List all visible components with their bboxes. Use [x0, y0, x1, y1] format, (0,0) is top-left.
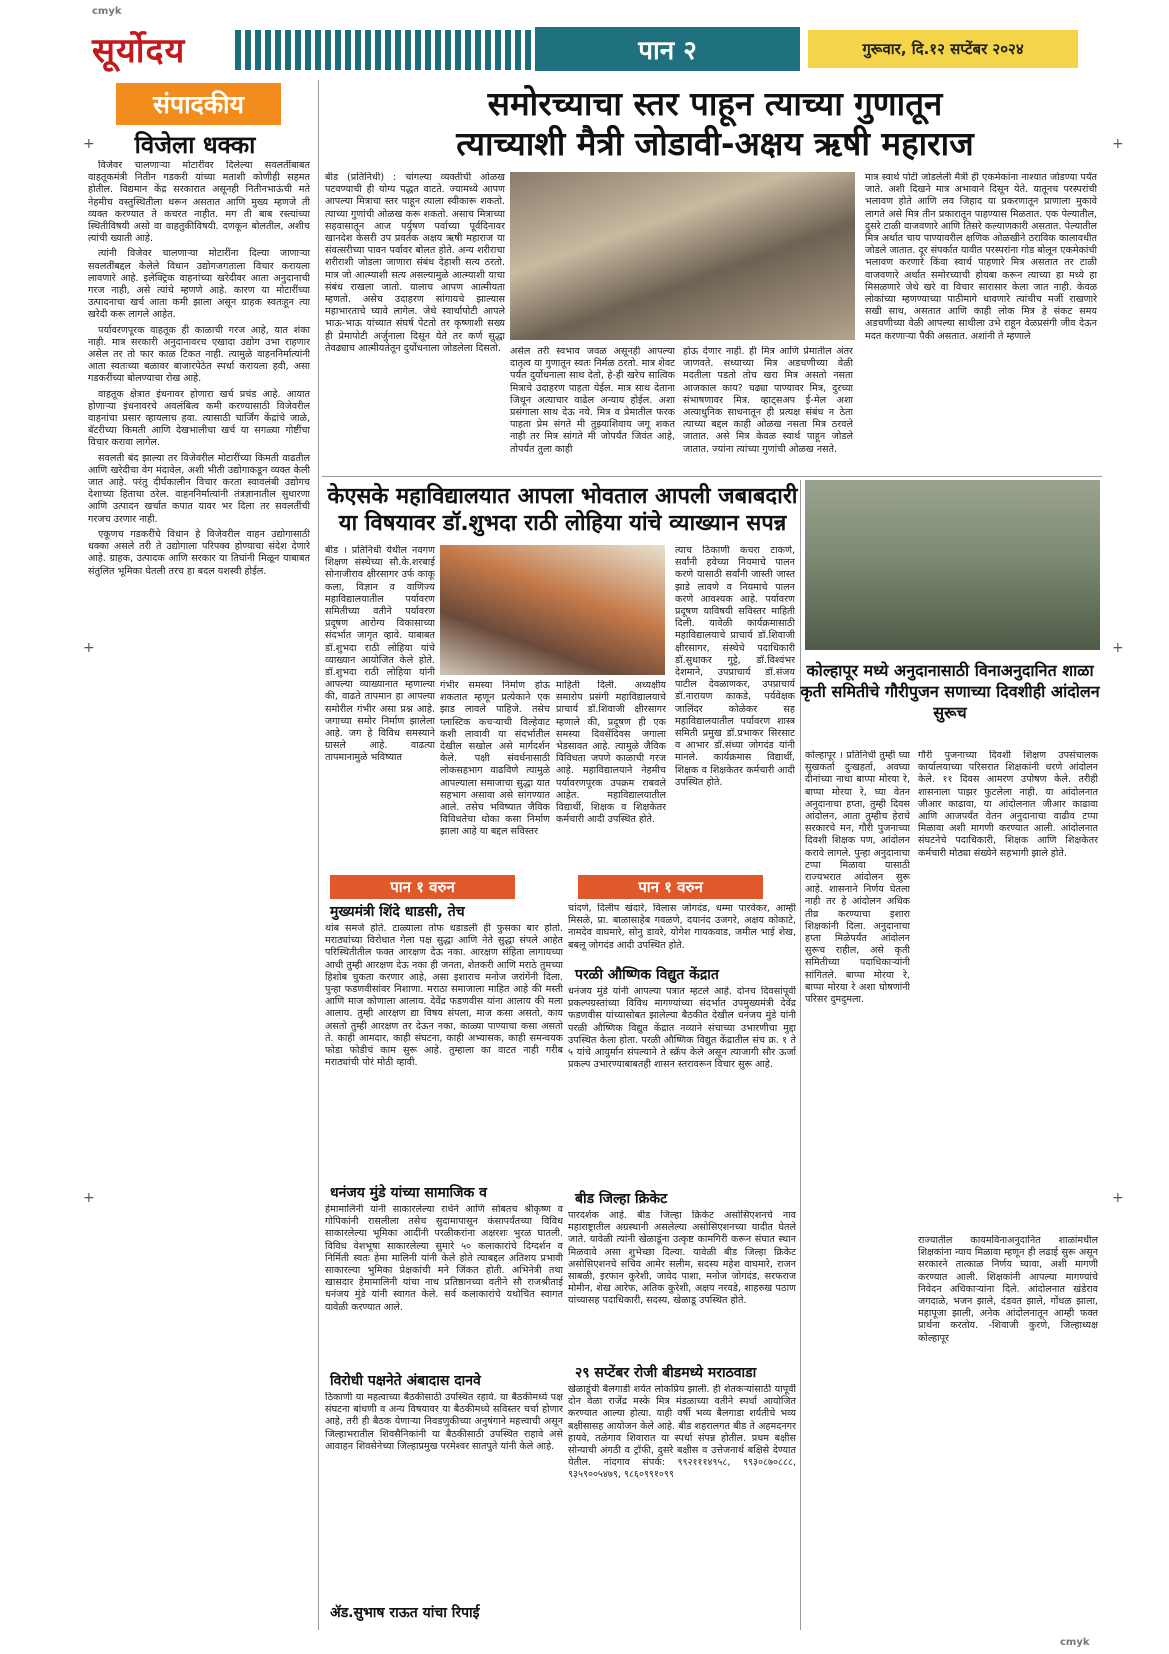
date-band: गुरूवार, दि.१२ सप्टेंबर २०२४ — [808, 30, 1078, 68]
column-divider — [318, 80, 319, 1630]
parli-text: धनंजय मुंडे यांनी आपल्या पत्रात म्हटले आहे. दोनच दिवसांपूर्वी प्रकल्पग्रस्तांच्या विविध मागण्यांच्या संदर्भात उपमुख्यमंत्री देवेंद्र फडणवीस यांच्यासोबत झालेल्या बैठकीत देखील धनंजय मुंडे यांनी परळी औष्णिक विद्युत केंद्रात नव्याने संचाच्या उभारणीचा मुद्दा उपस्थित केला होता. परळी औष्णिक विद्युत केंद्रातील संच क्र. १ ते ५ यांचे आयुर्मान संपल्याने ते स्क्रॅप केले असून त्याजागी सौर ऊर्जा प्रकल्प उभारण्याबाबतही शासन स्तरावरून विचार सुरू आहे. — [568, 986, 796, 1071]
registration-mark-icon: + — [83, 136, 95, 152]
protest-photo — [805, 480, 1100, 650]
munde-headline: धनंजय मुंडे यांच्या सामाजिक व — [330, 1185, 487, 1201]
parli-headline: परळी औष्णिक विद्युत केंद्रात — [575, 967, 719, 983]
lead-col-2: असेल तरी स्वभाव जवळ असूनही आपल्या दातृत्व या गुणातून स्वतः निर्मळ ठरतो. मात्र शेवट पर्यंत दुर्योधनाला साथ देतो, हे-ही खरेच सात्विक मित्राचे उदाहरण पाहता येईल. मात्र साथ देताना जिथून अत्याचार वाढेल अन्याय होईल. अशा प्रसंगाला साथ देऊ नये. मित्र व प्रेमातील फरक पाहता प्रेम संगते मी तुझ्याशिवाय जगू शकत नाही तर मित्र सांगते मी जोपर्यंत जिवंत आहे, तोपर्यंत तुला काही — [510, 346, 675, 455]
registration-mark-icon: + — [1112, 1190, 1124, 1206]
cmyk-mark-bottom: cmyk — [1060, 1637, 1090, 1648]
editorial-paragraph: वाहतूक क्षेत्रात इंधनावर होणारा खर्च प्रचंड आहे. आयात होणाऱ्या इंधनावरचे अवलंबित्व कमी करण्यासाठी विजेवरील वाहनांचा प्रसार व्हायलाच हवा. त्यासाठी चार्जिंग केंद्रांचे जाळे, बॅटरीच्या किमती आणि देखभालीचा खर्च या सगळ्या गोष्टींचा विचार करावा लागेल. — [88, 388, 310, 449]
cmyk-mark-top: cmyk — [92, 6, 122, 17]
continued-band-right: पान १ वरुन — [578, 875, 763, 899]
parli-top-text: चांदणे, दिलीप खंदारे, विलास जोगदंड, धम्मा पारवेकर, आम्ही मिसळे, प्रा. बाळासाहेब गवळणे, दयानंद उजगरे, अक्षय कोकाटे, नामदेव वाघमारे, सोनु डावरे, योगेश गायकवाड, जमील भाई शेख, बबलू जोगदंड आदी उपस्थित होते. — [568, 903, 796, 951]
kssk-headline-line2: या विषयावर डॉ.शुभदा राठी लोहिया यांचे व्याख्यान सपन्न — [338, 511, 787, 536]
continued-band-left: पान १ वरुन — [330, 875, 515, 899]
raut-headline: ॲड.सुभाष राऊत यांचा रिपाई — [330, 1605, 480, 1621]
gauri-col-1: कोल्हापूर । प्रतिनिधी तुम्ही घ्या सुखकर्ता दुःखहर्ता, अवघ्या दीनांच्या नाथा बाप्पा मोरया रे, बाप्पा मोरया रे, घ्या वेतन अनुदानाचा हप्ता, तुम्ही दिवस आंदोलन, आता तुम्हीच हेराचे सरकारचे मन, गौरी पुजनाच्या दिवशी शिक्षक पण, आंदोलन करावे लागले. पुन्हा अनुदानाचा टप्पा मिळावा यासाठी राज्यभरात आंदोलन सुरू आहे. शासनाने निर्णय घेतला नाही तर हे आंदोलन अधिक तीव्र करण्याचा इशारा शिक्षकांनी दिला. अनुदानाचा हप्ता मिळेपर्यंत आंदोलन सुरूच राहील, असे कृती समितीच्या पदाधिकाऱ्यांनी सांगितले. बाप्पा मोरया रे, बाप्पा मोरया रे अशा घोषणांनी परिसर दुमदुमला. — [805, 750, 910, 1006]
editorial-paragraph: विजेवर चालणाऱ्या मोटारींवर दिलेल्या सवलतींबाबत वाहतूकमंत्री नितीन गडकरी यांच्या मताशी कोणीही सहमत होतील. विद्यमान केंद्र सरकारात असूनही नितीनभाऊंची मते नेहमीच वस्तुस्थितीला धरून असतात आणि मुख्य म्हणजे ती व्यक्त करण्यात ते कचरत नाहीत. मग ती बाब रस्त्यांच्या स्थितीविषयी असो वा वाहतुकीविषयी. दणकून बोलतील, अशीच त्यांची ख्याती आहे. — [88, 160, 310, 245]
gathering-photo — [510, 172, 855, 340]
editorial-tag: संपादकीय — [116, 83, 281, 125]
shinde-headline: मुख्यमंत्री शिंदे धाडसी, तेच — [330, 904, 465, 920]
editorial-paragraph: सवलती बंद झाल्या तर विजेवरील मोटारींच्या किमती वाढतील आणि खरेदीचा वेग मंदावेल, अशी भीती उद्योगाकडून व्यक्त केली जात आहे. परंतु दीर्घकालीन विचार करता स्वावलंबी उद्योगच देशाच्या हिताचा ठरेल. वाहननिर्मात्यांनी तंत्रज्ञानातील सुधारणा आणि उत्पादन खर्चात कपात यावर भर दिला तर सवलतींची गरजच उरणार नाही. — [88, 452, 310, 525]
marathwada-headline: २९ सप्टेंबर रोजी बीडमध्ये मराठवाडा — [575, 1365, 757, 1381]
lead-headline-line2: त्याच्याशी मैत्री जोडावी-अक्षय ऋषी महाराज — [456, 124, 974, 163]
editorial-paragraph: त्यांनी विजेवर चालणाऱ्या मोटारींना दिल्या जाणाऱ्या सवलतींबद्दल केलेले विधान उद्योगजगताला विचार करायला लावणारे आहे. इलेक्ट्रिक वाहनांच्या खरेदीवर आता अनुदानाची गरज नाही, असे त्यांचे म्हणणे आहे. कारण या मोटारींच्या उत्पादनाचा खर्च आता कमी झाला असून ग्राहक स्वतःहून त्या खरेदी करू लागले आहेत. — [88, 248, 310, 321]
cricket-headline: बीड जिल्हा क्रिकेट — [575, 1191, 668, 1207]
lead-col-1: बीड (प्रतिनिधी) : चांगल्या व्यक्तीची ओळख पटवण्याची ही योग्य पद्धत वाटते. ज्यामध्ये आपण आपल्या मित्राचा स्तर पाहून त्याला स्वीकारू शकतो. त्याच्या गुणांची ओळख करू शकतो. असाच मित्राच्या सहवासातून आज पर्युषण पर्वाच्या पूर्वदिनावर खानदेश केसरी उप प्रवर्तक अक्षय ऋषी महाराज या संवत्सरीच्या पावन पर्वावर बोलत होते. अन्य शरीराचा शरीराशी जोडला जाणारा संबंध देहाशी सत्य ठरतो. मात्र जो आत्म्याशी सत्य असल्यामुळे आत्म्याशी याचा संबंध राखला जातो. यालाच आपण आत्मीयता म्हणतो. असेच उदाहरण सांगायचे झाल्यास महाभारताचे घ्यावे लागेल. जेथे स्वार्थापोटी आपले भाऊ-भाऊ यांच्यात संघर्ष पेटतो तर कृष्णाशी सख्य ही प्रेमापोटी अर्जुनाला दिसून येते तर कर्ण सुद्धा तेवढ्याच आत्मीयतेतून दुर्योधनाला जोडलेला दिसतो. — [325, 172, 505, 354]
marathwada-text: खेळाडूंची बैलगाडी शर्यत लोकप्रिय झाली. ही शेतकऱ्यांसाठी यापूर्वी दोन वेळा राजेंद्र मस्के मित्र मंडळाच्या वतीने स्पर्धा आयोजित करण्यात आल्या होत्या. याही वर्षी भव्य बैलगाडा शर्यतीचे भव्य बक्षीसासह आयोजन केले आहे. बीड शहरालगत बीड ते अहमदनगर हायवे, तळेगाव शिवारात या स्पर्धा संपन्न होतील. प्रथम बक्षीस सोन्याची अंगठी व ट्रॉफी, दुसरे बक्षीस व उत्तेजनार्थ बक्षिसे देण्यात येतील. नांदगाव संपर्क: ९९२१११४९५८, ९९३०८७०८८८, ९३५९००५४७९, ९८६०९९१०९९ — [568, 1384, 796, 1481]
editorial-paragraph: एकूणच गडकरींचे विधान हे विजेवरील वाहन उद्योगासाठी धक्का असले तरी ते उद्योगाला परिपक्व होण्याचा संदेश देणारे आहे. ग्राहक, उत्पादक आणि सरकार या तिघांनी मिळून याबाबत संतुलित भूमिका घेतली तरच हा बदल यशस्वी होईल. — [88, 528, 310, 577]
opposition-headline: विरोधी पक्षनेते अंबादास दानवे — [330, 1373, 481, 1389]
opposition-text: ठिकाणी या महत्वाच्या बैठकीसाठी उपस्थित रहावे. या बैठकीमध्ये पक्ष संघटना बांधणी व अन्य विषयावर या बैठकीमध्ये सविस्तर चर्चा होणार आहे, तरी ही बैठक येणाऱ्या निवडणुकीच्या अनुषंगाने महत्त्वाची असून जिल्हाभरातील शिवसैनिकांनी या बैठकीसाठी उपस्थित राहावे असे आवाहन शिवसेनेच्या जिल्हाप्रमुख परमेश्वर सातपुते यांनी केले आहे. — [325, 1392, 563, 1452]
editorial-paragraph: पर्यावरणपूरक वाहतूक ही काळाची गरज आहे, यात शंका नाही. मात्र सरकारी अनुदानावरच एखादा उद्योग उभा राहणार असेल तर तो फार काळ टिकत नाही. त्यामुळे वाहननिर्मात्यांनी आता स्वतःच्या बळावर बाजारपेठेत स्पर्धा करायला हवी, असा गडकरींच्या बोलण्याचा रोख आहे. — [88, 324, 310, 385]
registration-mark-icon: + — [83, 640, 95, 656]
kssk-headline — [325, 483, 800, 537]
kssk-col-4: त्याच ठिकाणी कचरा टाकणे, सर्वांनी हवेच्या नियमाचे पालन करणे यासाठी सर्वांनी जास्ती जास्त झाडे लावणे व नियमाचे पालन करणे आवश्यक आहे. पर्यावरण प्रदूषण याविषयी सविस्तर माहिती दिली. यावेळी कार्यक्रमासाठी महाविद्यालयाचे प्राचार्य डॉ.शिवाजी क्षीरसागर, संस्थेचे पदाधिकारी डॉ.सुधाकर गुट्टे, डॉ.विश्वंभर देशमाने, उपप्राचार्य डॉ.संजय पाटील देवळाणकर, उपप्राचार्य डॉ.नारायण काकडे, पर्यवेक्षक जालिंदर कोळेकर सह महाविद्यालयातील पर्यावरण शास्त्र समिती प्रमुख डॉ.प्रभाकर सिरसाट व आभार डॉ.संध्या जोगदंड यांनी मानले. कार्यक्रमास विद्यार्थी, शिक्षक व शिक्षकेतर कर्मचारी आदी उपस्थित होते. — [675, 545, 795, 788]
section-divider — [322, 476, 1102, 477]
lead-headline-line1: समोरच्याचा स्तर पाहून त्याच्या गुणातून — [487, 84, 943, 123]
lead-col-3: होऊ देणार नाही. ही मित्र आणि प्रेमातील अंतर जाणवते. सध्याच्या मित्र अडचणीच्या वेळी मदतीला पडतो तोच खरा मित्र असतो नसता आजकाल काय? चढ्या पाण्यावर मित्र, दुरच्या संभाषणावर मित्र. व्हाट्सअप ई-मेल अशा अत्याधुनिक साधनातून ही प्रत्यक्ष संबंध न ठेता त्याच्या बद्दल काही ओळख नसता मित्र ठरवले जातात. असे मित्र केवळ स्वार्थ पाहून जोडले जातात. ज्यांना त्यांच्या गुणांची ओळख नसते. — [683, 346, 853, 455]
editorial-body — [88, 160, 310, 1625]
gauri-headline: कोल्हापूर मध्ये अनुदानासाठी विनाअनुदानित शाळा कृती समितीचे गौरीपुजन सणाच्या दिवशीही आंदोलन सुरूच — [800, 661, 1100, 722]
shinde-text: थांब समजे होते. टाळ्याला तोफ धडाडली ही फुसका बार होतो. मराठ्यांच्या विरोधात गेला पक्ष सुद्धा आणि नेते सुद्धा संपले आहेत परिस्थितीतील फक्त आरक्षण देऊ नका. आरक्षण संहिता लागायच्या आधी तुम्ही आरक्षण देऊ नका ही जनता, शेतकरी आणि मराठे तुमच्या हिशोब चुकता करणार आहे, असा इशाराच मनोज जरांगेंनी दिला. पुन्हा फडणवीसांवर निशाणा. मराठा समाजाला माहित आहे की मस्ती आणि माज कोणाला आलाय. देवेंद्र फडणवीस यांना आलाय की मला आलाय. तुम्ही आरक्षण द्या विषय संपला, माज कसा असतो, काय असतो तुम्ही आरक्षण तर देऊन नका, काळ्या पाण्याचा कसा असतो ते. काही आमदार, काही संघटना, काही अभ्यासक, काही समन्वयक फोडा फोडीचं काम सुरू आहे. तुम्हाला का वाटत नाही गरीब मराठ्यांची पोरं मोठी व्हावी. — [325, 923, 563, 1069]
kssk-headline-line1: केएसके महाविद्यालयात आपला भोवताल आपली जबाबदारी — [327, 484, 798, 509]
registration-mark-icon: + — [83, 1190, 95, 1206]
registration-mark-icon: + — [1112, 136, 1124, 152]
page-number-band: पान २ — [535, 27, 800, 71]
masthead-logo: सूर्योदय — [92, 31, 186, 71]
gauri-col-3: राज्यातील कायमविनाअनुदानित शाळांमधील शिक्षकांना न्याय मिळावा म्हणून ही लढाई सुरू असून सरकारने तात्काळ निर्णय घ्यावा, अशी मागणी करण्यात आली. शिक्षकांनी आपल्या मागण्यांचे निवेदन अधिकाऱ्यांना दिले. आंदोलनात खंडेराव जगदाळे, भजन झाले, दंडवत झाले, गोंधळ झाला, महापूजा झाली, अनेक आंदोलनातून आम्ही फक्त प्रार्थना करतोय. -शिवाजी कुरणे, जिल्हाध्यक्ष कोल्हापूर — [918, 1235, 1098, 1344]
kssk-col-2: गंभीर समस्या निर्माण होऊ शकतात म्हणून प्रत्येकाने एक झाड लावले पाहिजे. तसेच प्लास्टिक कचर्‍याची विल्हेवाट कशी लावावी या संदर्भातील देखील सखोल असे मार्गदर्शन केले. पक्षी संवर्धनासाठी लोकसहभाग वाढविणे त्यामुळे आपल्याला समाजाचा सुद्धा यात सहभाग असावा असे सांगण्यात आले. तसेच भविष्यात जैविक विविधतेचा धोका कसा निर्माण झाला आहे या बद्दल सविस्तर — [440, 680, 550, 838]
cricket-text: पारदर्शक आहे. बीड जिल्हा क्रिकेट असोसिएशनचे नाव महाराष्ट्रातील अग्रस्थानी असलेल्या असोसिएशनच्या यादीत घेतले जाते. यावेळी त्यांनी खेळाडूंना उत्कृष्ट कामगिरी करून संघात स्थान मिळवावे असा शुभेच्छा दिल्या. यावेळी बीड जिल्हा क्रिकेट असोसिएशनचे सचिव आमेर सलीम, सदस्य महेश वाघमारे, राजन साबळी, इरफान कुरेशी, जावेद पाशा, मनोज जोगदंड, सरफराज मोमीन, शेख आरेफ, अतिक कुरेशी, अक्षय नरवडे, शाहरुख पठाण यांच्यासह पदाधिकारी, सदस्य, खेळाडू उपस्थित होते. — [568, 1210, 796, 1307]
masthead-stripe — [235, 30, 535, 70]
gauri-col-2: गौरी पुजनाच्या दिवशी शिक्षण उपसंचालक कार्यालयाच्या परिसरात शिक्षकांनी धरणे आंदोलन केले. ११ दिवस आमरण उपोषण केले. तरीही शासनाला पाझर फुटलेला नाही. या आंदोलनात जीआर काढावा, या आंदोलनात जीआर काढावा आणि आजपर्यंत वेतन अनुदानाचा वाढीव टप्पा मिळावा अशी मागणी करण्यात आली. आंदोलनात संघटनेचे पदाधिकारी, शिक्षक आणि शिक्षकेतर कर्मचारी मोठ्या संख्येने सहभागी झाले होते. — [918, 750, 1098, 859]
munde-text: हेमामालिनी यांनी साकारलेल्या राधेने आणि सोबतच श्रीकृष्ण व गोपिकांनी रासलीला तसेच सुदामापासून कंसापर्यंतच्या विविध साकारलेल्या भूमिका आदींनी परळीकरांना अक्षरशः भुरळ घातली. विविध वेशभूषा साकारलेल्या सुमारे ५० कलाकारांचे दिग्दर्शन व निर्मिती स्वतः हेमा मालिनी यांनी केले होते त्याबद्दल अतिशय प्रभावी साकारल्या भुमिका प्रेक्षकांची मने जिंकत होती. अभिनेत्री तथा खासदार हेमामालिनी यांचा नाथ प्रतिष्ठानच्या वतीने सौ राजश्रीताई धनंजय मुंडे यांनी स्वागत केले. सर्व कलाकारांचे यथोचित स्वागत यावेळी करण्यात आले. — [325, 1204, 563, 1313]
column-divider — [800, 480, 801, 1630]
kssk-col-3: माहिती दिली. अध्यक्षीय समारोप प्रसंगी महाविद्यालयाचे प्राचार्य डॉ.शिवाजी क्षीरसागर म्हणाले की, प्रदूषण ही एक समस्या दिवसेंदिवस जगाला भेडसावत आहे. त्यामुळे जैविक विविधता जपणे काळाची गरज आहे. महाविद्यालयाने नेहमीच पर्यावरणपूरक उपक्रम राबवले आहेत. महाविद्यालयातील विद्यार्थी, शिक्षक व शिक्षकेतर कर्मचारी आदी उपस्थित होते. — [556, 680, 666, 826]
lead-headline — [330, 84, 1100, 164]
registration-mark-icon: + — [1112, 640, 1124, 656]
lead-col-4: मात्र स्वार्थ पोटी जोडलेली मैत्री ही एकमेकांना नाश्यात जोडण्या पर्यंत जाते. अशी दिखने मात्र अभावाने दिसून येते. यातूनच परस्परांची भलावण होते आणि लव जिहाद या प्रकरणातून प्राणाला मुकावे लागते असे मित्र तीन प्रकारातून पाहण्यास मिळतात. एक पेल्यातील, दुसरे टाळी वाजवणारे आणि तिसरे कल्याणकारी असतात. पेल्यातील मित्र अर्थात चाय पाण्यावरील क्षणिक ओळखीने ठराविक कालावधीत जोडले जातात. दूर संपर्कात यावीत परस्परांना गोड बोलून एकमेकांची भलावण करणारे किंवा स्वार्थ पाहणारे मित्र असतात तर टाळी वाजवणारे अर्थात समोरच्याची होयबा करून त्याच्या हा मध्ये हा मिसळणारे जेथे खरे वा विचार सारासार केला जात नाही. केवळ लोकांच्या म्हणण्याच्या पाठीमागे धावणारे त्यांचीच मर्जी राखणारे सखी साथ, असतात आणि काही लोक मित्र हे संकट समय अडचणीच्या वेळी आपल्या साथीला उभे राहून वेळप्रसंगी जीव देऊन मदत करणार्‍या पैकी असतात. अशांनी ते म्हणाले — [865, 172, 1097, 342]
editorial-title: विजेला धक्का — [134, 131, 256, 159]
kssk-col-1: बीड । प्रतिनिधी येथील नवगण शिक्षण संस्थेच्या सौ.के.शरबाई सोनाजीराव क्षीरसागर उर्फ काकू कला, विज्ञान व वाणिज्य महाविद्यालयातील पर्यावरण समितीच्या वतीने पर्यावरण प्रदूषण आरोग्य विकासाच्या संदर्भात जागृत व्हावे. याबाबत डॉ.शुभदा राठी लोहिया यांचे व्याख्यान आयोजित केले होते. डॉ.शुभदा राठी लोहिया यांनी आपल्या व्याख्यानात म्हणाल्या की, वाढते तापमान हा आपल्या समोरील गंभीर असा प्रश्न आहे. जगाच्या समोर निर्माण झालेला आहे. जग हे विविध समस्याने ग्रासले आहे. वाढत्या तापमानामुळे भविष्यात — [325, 545, 435, 764]
lecture-photo — [440, 545, 665, 675]
